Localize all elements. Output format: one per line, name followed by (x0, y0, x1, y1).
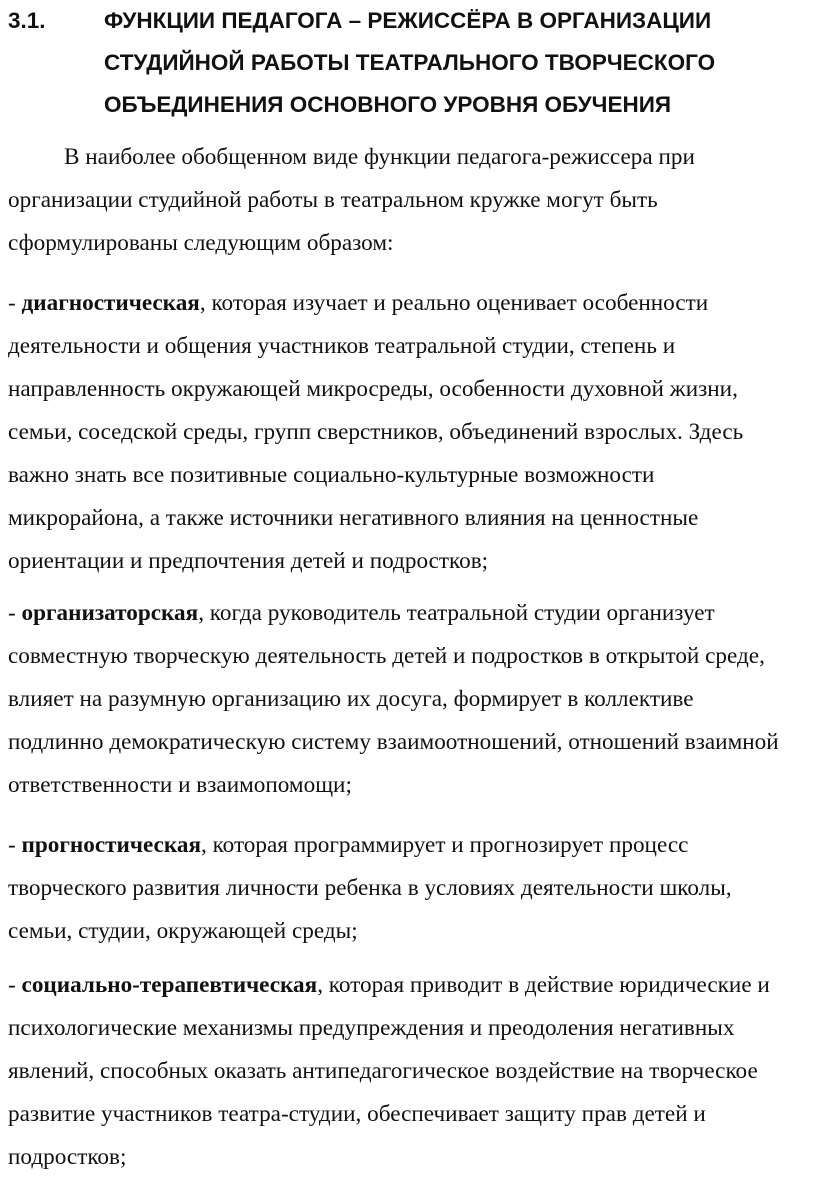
intro-paragraph (8, 136, 814, 265)
function-term: диагностическая (21, 290, 200, 316)
text-line: явлений, способных оказать антипедагогическое воздействие на творческое (8, 1058, 758, 1084)
text-line: совместную творческую деятельность детей и подростков в открытой среде, (8, 643, 765, 669)
function-term: организаторская (21, 600, 199, 626)
section-title-line: ОБЪЕДИНЕНИЯ ОСНОВНОГО УРОВНЯ ОБУЧЕНИЯ (104, 92, 672, 117)
text-line: влияет на разумную организацию их досуга, формирует в коллективе (8, 686, 694, 712)
text-line: семьи, студии, окружающей среды; (8, 918, 358, 944)
section-title-line: ФУНКЦИИ ПЕДАГОГА – РЕЖИССЁРА В ОРГАНИЗАЦИИ (104, 8, 712, 33)
text-line (8, 282, 814, 325)
section-title (104, 0, 804, 126)
text-line: В наиболее обобщенном виде функции педагога-режиссера при (64, 144, 695, 170)
text-line (8, 592, 814, 635)
section-title-line: СТУДИЙНОЙ РАБОТЫ ТЕАТРАЛЬНОГО ТВОРЧЕСКОГО (104, 50, 716, 75)
function-prognostic-paragraph (8, 824, 814, 953)
text-line: направленность окружающей микросреды, особенности духовной жизни, (8, 376, 738, 402)
text-line: семьи, соседской среды, групп сверстников, объединений взрослых. Здесь (8, 419, 744, 445)
text-fragment: , когда руководитель театральной студии организует (198, 600, 715, 626)
text-fragment: , которая изучает и реально оценивает особенности (199, 290, 709, 316)
text-line (8, 824, 814, 867)
text-line: подлинно демократическую систему взаимоотношений, отношений взаимной (8, 729, 779, 755)
text-line: ориентации и предпочтения детей и подростков; (8, 548, 489, 574)
list-dash: - (8, 832, 22, 858)
section-number: 3.1. (8, 8, 46, 33)
function-term: прогностическая (21, 832, 201, 858)
list-dash: - (8, 972, 22, 998)
text-line: сформулированы следующим образом: (8, 230, 394, 256)
function-social-therapeutic-paragraph (8, 964, 814, 1179)
function-diagnostic-paragraph (8, 282, 814, 583)
text-line (8, 964, 814, 1007)
text-line: подростков; (8, 1144, 127, 1170)
text-fragment: , которая программирует и прогнозирует процесс (201, 832, 689, 858)
text-line: деятельности и общения участников театральной студии, степень и (8, 333, 676, 359)
text-line: важно знать все позитивные социально-культурные возможности (8, 462, 655, 488)
text-line: творческого развития личности ребенка в условиях деятельности школы, (8, 875, 732, 901)
text-fragment: , которая приводит в действие юридические и (317, 972, 770, 998)
function-term: социально-терапевтическая (21, 972, 318, 998)
text-line: ответственности и взаимопомощи; (8, 772, 352, 798)
function-organizational-paragraph (8, 592, 814, 807)
text-line: организации студийной работы в театральном кружке могут быть (8, 187, 658, 213)
list-dash: - (8, 290, 22, 316)
list-dash: - (8, 600, 22, 626)
text-line: психологические механизмы предупреждения и преодоления негативных (8, 1015, 735, 1041)
text-line: микрорайона, а также источники негативного влияния на ценностные (8, 505, 699, 531)
text-line: развитие участников театра-студии, обеспечивает защиту прав детей и (8, 1101, 706, 1127)
